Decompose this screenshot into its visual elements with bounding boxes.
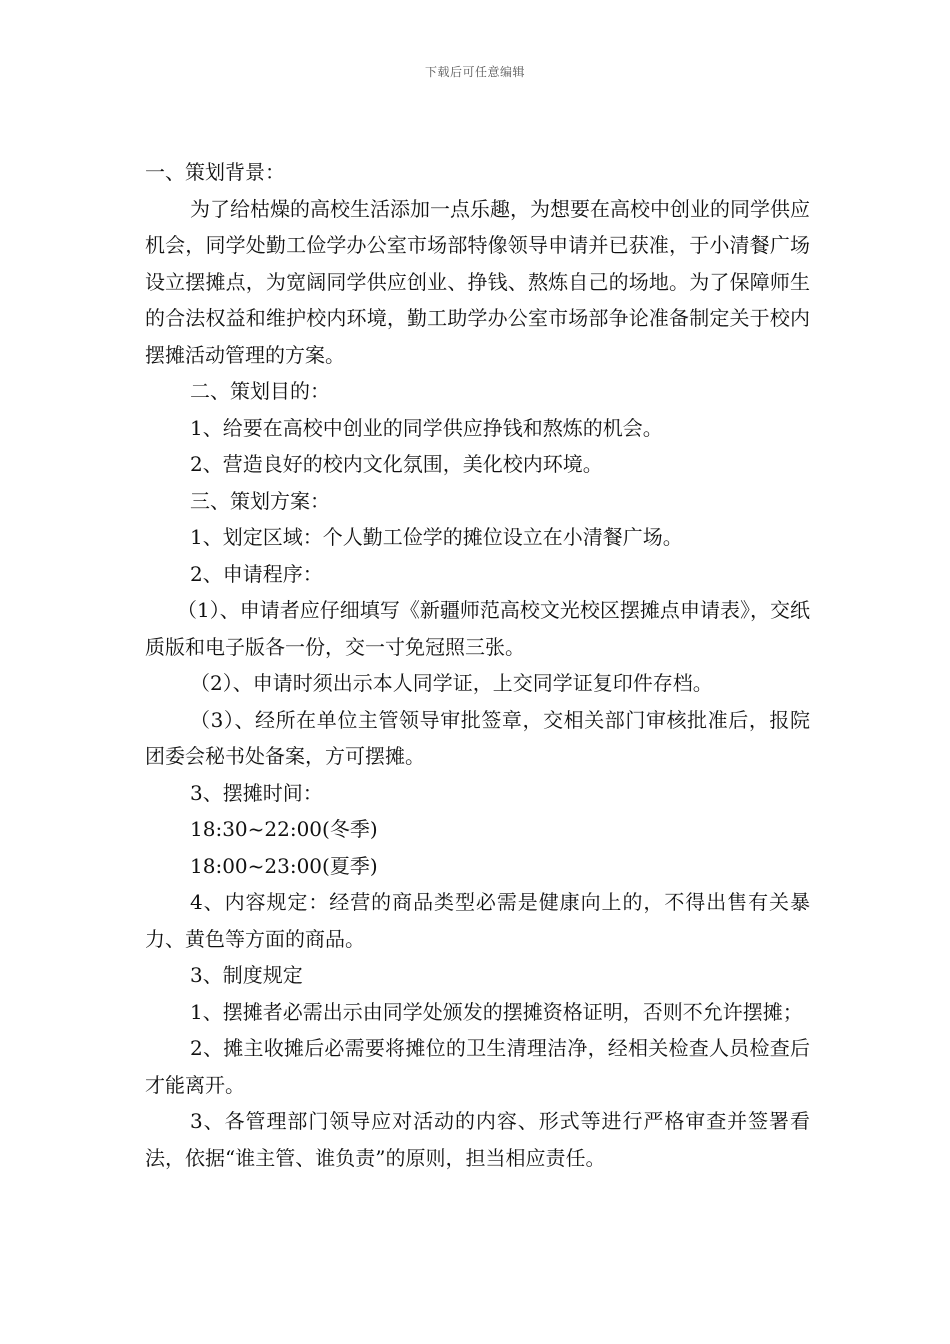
plan-step-1: （1）、申请者应仔细填写《新疆师范高校文光校区摆摊点申请表》，交纸质版和电子版各一份，交一寸免冠照三张。	[145, 598, 810, 659]
plan-step-2: （2）、申请时须出示本人同学证，上交同学证复印件存档。	[190, 671, 713, 695]
heading-rules: 3、制度规定	[190, 963, 303, 987]
heading-purpose: 二、策划目的：	[190, 379, 330, 403]
page-header: 下载后可任意编辑	[424, 65, 525, 79]
rule-item-2: 2、摊主收摊后必需要将摊位的卫生清理洁净，经相关检查人员检查后才能离开。	[145, 1036, 810, 1097]
time-summer: 18:00~23:00(夏季)	[190, 853, 378, 878]
rule-item-3: 3、各管理部门领导应对活动的内容、形式等进行严格审查并签署看法，依据“谁主管、谁负责”的原则，担当相应责任。	[145, 1109, 810, 1170]
paragraph-background: 为了给枯燥的高校生活添加一点乐趣，为想要在高校中创业的同学供应机会，同学处勤工俭学办公室市场部特像领导申请并已获准，于小清餐广场设立摆摊点，为宽阔同学供应创业、挣钱、熬炼自己的场地。为了保障师生的合法权益和维护校内环境，勤工助学办公室市场部争论准备制定关于校内摆摊活动管理的方案。	[145, 196, 810, 367]
rule-item-1: 1、摆摊者必需出示由同学处颁发的摆摊资格证明，否则不允许摆摊；	[190, 999, 803, 1024]
time-winter: 18:30~22:00(冬季)	[190, 817, 378, 841]
plan-item-1: 1、划定区域：个人勤工俭学的摊位设立在小清餐广场。	[190, 525, 683, 549]
purpose-item-2: 2、营造良好的校内文化氛围，美化校内环境。	[190, 452, 603, 476]
plan-item-4: 4、内容规定：经营的商品类型必需是健康向上的，不得出售有关暴力、黄色等方面的商品。	[145, 890, 810, 951]
plan-item-3: 3、摆摊时间：	[190, 780, 323, 805]
heading-background: 一、策划背景：	[145, 160, 285, 184]
purpose-item-1: 1、给要在高校中创业的同学供应挣钱和熬炼的机会。	[190, 415, 663, 440]
heading-plan: 三、策划方案：	[190, 488, 330, 513]
document-body	[145, 154, 810, 1176]
plan-item-2: 2、申请程序：	[190, 561, 323, 586]
plan-step-3: （3）、经所在单位主管领导审批签章，交相关部门审核批准后，报院团委会秘书处备案，方可摆摊。	[145, 707, 810, 768]
